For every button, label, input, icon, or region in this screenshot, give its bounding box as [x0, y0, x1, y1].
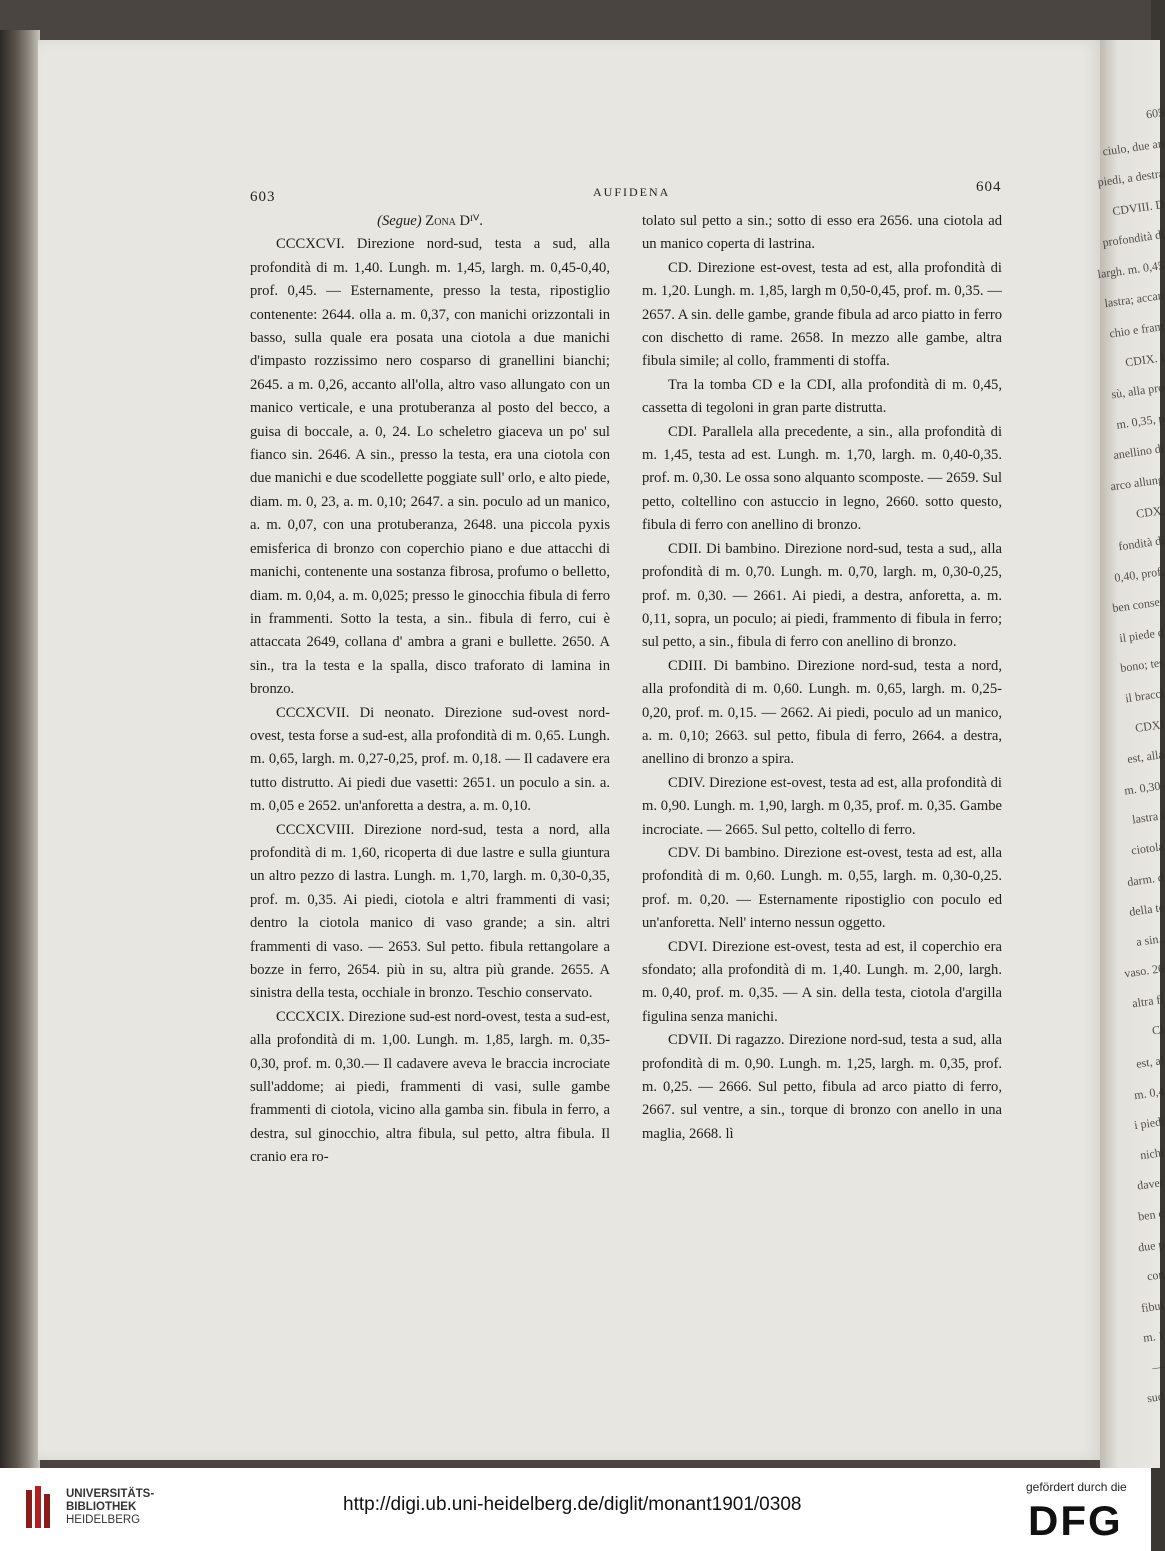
next-page-fragment: m. 0,30-: [1123, 778, 1165, 798]
left-column: [250, 210, 610, 1170]
tomb-entry-cdi: CDI. Parallela alla precedente, a sin., alla profondità di m. 1,45, testa ad est. Lungh. m. 1,70, largh. m. 0,40-0,35. prof. m. 0,30. Le ossa sono alquanto scomposte. — 2659. Sul petto, coltellino con astuccio in legno, 2660. sotto questo, fibula di ferro con anellino di bronzo.: [642, 423, 1002, 534]
next-page-fragment: anellino di: [1112, 441, 1165, 463]
next-page-fragment: CDVIII. D: [1111, 197, 1165, 219]
next-page-fragment: profondità di: [1101, 227, 1165, 250]
section-heading: (Segue) Zona Dᴵⱽ.: [377, 213, 483, 229]
page-number-right: 604: [976, 179, 1002, 195]
tomb-entry-cdvi: CDVI. Direzione est-ovest, testa ad est, il coperchio era sfondato; alla profondità di m. 1,40. Lungh. m. 2,00, largh. m. 0,40, prof. m. 0,35. — A sin. della testa, ciotola d'argilla figulina senza manichi.: [642, 938, 1002, 1025]
tomb-entry-cccxcvii: CCCXCVII. Di neonato. Direzione sud-ovest nord-ovest, testa forse a sud-est, alla profondità di m. 0,65. Lungh. m. 0,65, largh. m. 0,27-0,25, prof. m. 0,18. — Il cadavere era tutto distrutto. Ai piedi due vasetti: 2651. un poculo a sin. a. m. 0,05 e 2652. un'anforetta a destra, a. m. 0,10.: [250, 704, 610, 815]
next-page-fragment: della te: [1128, 900, 1165, 919]
next-page-fragment: il piede d: [1118, 625, 1165, 646]
next-page-fragment: CDX.: [1134, 503, 1165, 521]
page-number-left: 603: [250, 189, 276, 205]
book-binding-edge: [0, 30, 40, 1468]
next-page-fragment: il bracci: [1124, 686, 1165, 706]
next-page-fragment: chio e fram: [1108, 319, 1165, 341]
note-between-tombs: Tra la tomba CD e la CDI, alla profondità di m. 0,45, cassetta di tegoloni in gran parte distrutta.: [642, 376, 1002, 417]
next-page-fragment: arco allung: [1109, 472, 1165, 494]
library-logo-icon: [24, 1484, 54, 1534]
right-column: [642, 210, 1002, 1146]
next-page-fragment: con: [1145, 1267, 1165, 1284]
next-page-fragment: —: [1151, 1359, 1165, 1375]
tomb-entry-cdiv: CDIV. Direzione est-ovest, testa ad est, alla profondità di m. 0,90. Lungh. m. 1,90, largh. m 0,35, prof. m. 0,35. Gambe incrociate. — 2665. Sul petto, coltello di ferro.: [642, 774, 1002, 838]
book-page: [38, 40, 1100, 1460]
next-page-fragment: nichi: [1139, 1145, 1165, 1163]
next-page-fragment: ben c: [1137, 1206, 1165, 1224]
next-page-fragment: sud: [1146, 1389, 1165, 1406]
next-page-fragment: fondità di: [1117, 533, 1165, 554]
tomb-entry-cdv: CDV. Di bambino. Direzione est-ovest, testa ad est, alla profondità di m. 0,60. Lungh. m. 0,55, largh. m. 0,30-0,25. prof. m. 0,20. — Esternamente ripostiglio con poculo ed un'anforetta. Nell' interno nessun oggetto.: [642, 844, 1002, 932]
next-page-fragment: ben conser: [1111, 594, 1165, 616]
next-page-fragment: ciulo, due an: [1101, 136, 1165, 159]
funding-label: gefördert durch die: [1026, 1480, 1127, 1494]
next-page-fragment: CI: [1151, 1022, 1165, 1038]
next-page-fragment: fibul: [1140, 1298, 1165, 1316]
tomb-entry-cccxcix: CCCXCIX. Direzione sud-est nord-ovest, testa a sud-est, alla profondità di m. 1,00. Lungh. m. 1,85, largh. m. 0,35-0,30, prof. m. 0,30.— Il cadavere aveva le braccia incrociate sull'addome; ai piedi, frammenti di vasi, sulle gambe frammenti di ciotola, vicino alla gamba sin. fibula in ferro, a destra, sul ginocchio, altra fibula, sul petto, altra fibula. Il cranio era ro-: [250, 1008, 610, 1166]
next-page-fragment: a sin.,: [1134, 931, 1165, 949]
next-page-fragment: sù, alla pro: [1110, 380, 1165, 402]
viewer-footer: [0, 1468, 1151, 1551]
running-title: AUFIDENA: [593, 185, 671, 199]
dfg-logo: DFG: [1028, 1497, 1123, 1544]
next-page-fragment: daver: [1136, 1175, 1165, 1193]
tomb-entry-cd: CD. Direzione est-ovest, testa ad est, alla profondità di m. 1,20. Lungh. m. 1,85, largh m 0,50-0,45, prof. m. 0,35. — 2657. A sin. delle gambe, grande fibula ad arco piatto in ferro con dischetto di rame. 2658. In mezzo alle gambe, altra fibula simile; al collo, frammenti di stoffa.: [642, 259, 1002, 370]
next-page-fragment: largh. m. 0,45: [1096, 258, 1165, 282]
next-page-fragment: altra fi: [1131, 992, 1165, 1011]
next-page-fragment: est, alla: [1126, 747, 1165, 767]
next-page-fragment: m. 0,35, p: [1115, 411, 1165, 432]
next-page-fragment: CDIX. I: [1124, 350, 1165, 370]
next-page-fragment: m. 1: [1141, 1328, 1165, 1345]
next-page-fragment: i piedi: [1132, 1114, 1165, 1133]
next-page-fragment: 605: [1145, 105, 1165, 122]
tomb-entry-cdiii: CDIII. Di bambino. Direzione nord-sud, testa a nord, alla profondità di m. 0,60. Lungh. m. 0,65, largh. m. 0,25-0,20, prof. m. 0,15. — 2662. Ai piedi, poculo ad un manico, a. m. 0,10; 2663. sul petto, fibula di ferro, 2664. a destra, anellino di bronzo a spira.: [642, 657, 1002, 768]
next-page-fragment: CDXI: [1133, 717, 1165, 736]
next-page-fragment: darm. d: [1126, 870, 1165, 890]
next-page-fragment: piedi, a destra: [1096, 166, 1165, 190]
next-page-fragment: lastra; accan: [1103, 288, 1165, 311]
next-page-fragment: lastra i: [1130, 808, 1165, 827]
next-page-fragment: vaso. 26: [1123, 961, 1165, 981]
next-page-fragment: due p: [1136, 1237, 1165, 1255]
next-page-fragment: m. 0,4: [1132, 1084, 1165, 1103]
tomb-entry-cccxcviii: CCCXCVIII. Direzione nord-sud, testa a nord, alla profondità di m. 1,60, ricoperta di due lastre e sulla giuntura un altro pezzo di lastra. Lungh. m. 1,70, largh. m. 0,30-0,35, prof. m. 0,35. Ai piedi, ciotola e altri frammenti di vasi; dentro la ciotola manico di vaso grande; a sin. altri frammenti di vaso. — 2653. Sul petto. fibula rettangolare a bozze in ferro, 2654. più in su, altra più grande. 2655. A sinistra della testa, occhiale in bronzo. Teschio conservato.: [250, 821, 610, 1002]
tomb-entry-cdvii: CDVII. Di ragazzo. Direzione nord-sud, testa a sud, alla profondità di m. 0,90. Lungh. m. 1,25, largh. m. 0,35, prof. m. 0,25. — 2666. Sul petto, fibula ad arco piatto di ferro, 2667. sul ventre, a sin., torque di bronzo con anello in una maglia, 2668. lì: [642, 1032, 1002, 1142]
next-page-edge: [1096, 40, 1165, 1468]
next-page-fragment: ciotola: [1130, 839, 1165, 858]
tomb-entry-cdii: CDII. Di bambino. Direzione nord-sud, testa a sud,, alla profondità di m. 0,70. Lungh. m. 0,70, largh. m, 0,30-0,25, prof. m. 0,30. — 2661. Ai piedi, a destra, anforetta, a. m. 0,11, sopra, un poculo; ai piedi, frammento di fibula in ferro; sul petto, a sin., fibula di ferro con anellino di bronzo.: [642, 540, 1002, 651]
next-page-fragment: est, al: [1135, 1053, 1165, 1071]
library-name: UNIVERSITÄTS- BIBLIOTHEK HEIDELBERG: [66, 1488, 155, 1526]
permalink[interactable]: http://digi.ub.uni-heidelberg.de/diglit/monant1901/0308: [343, 1494, 802, 1515]
continued-text: tolato sul petto a sin.; sotto di esso era 2656. una ciotola ad un manico coperta di lastrina.: [642, 213, 1002, 253]
tomb-entry-cccxcvi: CCCXCVI. Direzione nord-sud, testa a sud, alla profondità di m. 1,40. Lungh. m. 1,45, largh. m. 0,45-0,40, prof. 0,45. — Esternamente, presso la testa, ripostiglio contenente: 2644. olla a. m. 0,37, con manichi orizzontali in basso, sulla quale era posata una ciotola a due manichi d'impasto rozzissimo nero cosparso di granellini bianchi; 2645. a m. 0,26, accanto all'olla, altro vaso allungato con un manico verticale, e una protuberanza al posto del becco, a guisa di boccale, a. 0, 24. Lo scheletro giaceva un po' sul fianco sin. 2646. A sin., presso la testa, era una ciotola con due manichi e due scodellette poggiate sull' orlo, e alto piede, diam. m. 0, 23, a. m. 0,10; 2647. a sin. poculo ad un manico, a. m. 0,07, con una protuberanza, 2648. una piccola pyxis emisferica di bronzo con coperchio piano e due attacchi di manichi, contenente una sostanza fibrosa, profumo o belletto, diam. m. 0,04, a. m. 0,025; presso le ginocchia fibula di ferro in frammenti. Sotto la testa, a sin.. fibula di ferro, cui è attaccata 2649, collana d' ambra a grani e bullette. 2650. A sin., tra la testa e la spalla, disco traforato di lamina in bronzo.: [250, 236, 610, 698]
next-page-fragment: bono; tes: [1119, 655, 1165, 676]
next-page-fragment: 0,40, prof.: [1113, 564, 1165, 585]
